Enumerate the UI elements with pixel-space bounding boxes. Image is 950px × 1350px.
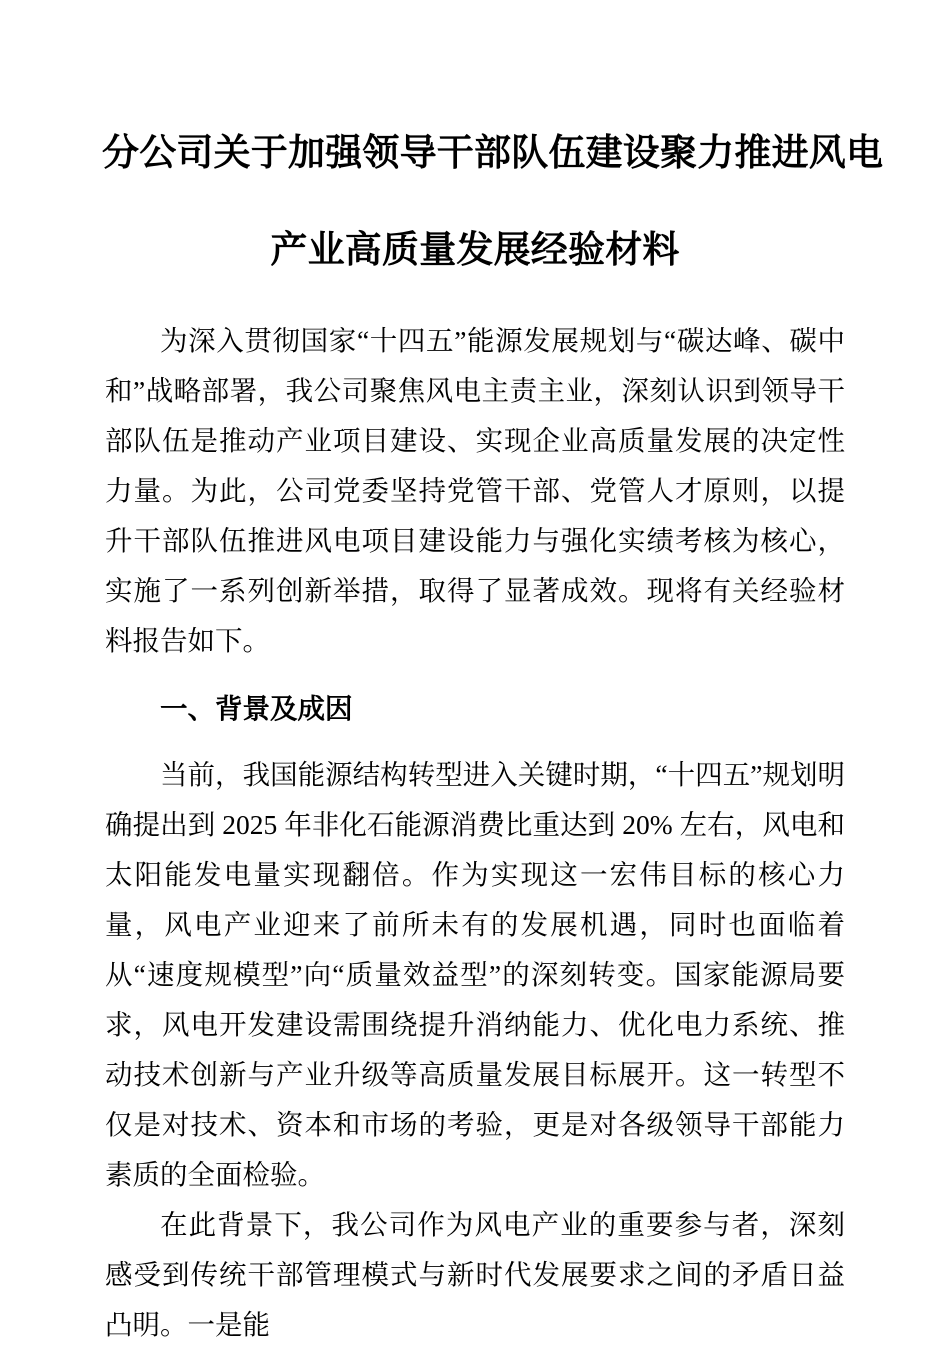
section-paragraph-1: 当前，我国能源结构转型进入关键时期，“十四五”规划明确提出到 2025 年非化石能源消费比重达到 20% 左右，风电和太阳能发电量实现翻倍。作为实现这一宏伟目标的核心力量，风电产业迎来了前所未有的发展机遇，同时也面临着从“速度规模型”向“质量效益型”的深刻转变。国家能源局要求，风电开发建设需围绕提升消纳能力、优化电力系统、推动技术创新与产业升级等高质量发展目标展开。这一转型不仅是对技术、资本和市场的考验，更是对各级领导干部能力素质的全面检验。	[105, 759, 845, 1190]
document-body	[105, 316, 845, 1350]
page-title	[102, 0, 884, 298]
section-paragraph-2: 在此背景下，我公司作为风电产业的重要参与者，深刻感受到传统干部管理模式与新时代发展要求之间的矛盾日益凸明。一是能	[105, 1209, 845, 1340]
spacer	[105, 734, 845, 750]
section-heading-background-causes: 一、背景及成因	[160, 693, 353, 724]
page-title-line-2: 产业高质量发展经验材料	[270, 229, 680, 270]
spacer	[105, 666, 845, 684]
intro-paragraph: 为深入贯彻国家“十四五”能源发展规划与“碳达峰、碳中和”战略部署，我公司聚焦风电主责主业，深刻认识到领导干部队伍是推动产业项目建设、实现企业高质量发展的决定性力量。为此，公司党委坚持党管干部、党管人才原则，以提升干部队伍推进风电项目建设能力与强化实绩考核为核心，实施了一系列创新举措，取得了显著成效。现将有关经验材料报告如下。	[105, 325, 845, 656]
page-title-line-1: 分公司关于加强领导干部队伍建设聚力推进风电	[102, 132, 884, 173]
